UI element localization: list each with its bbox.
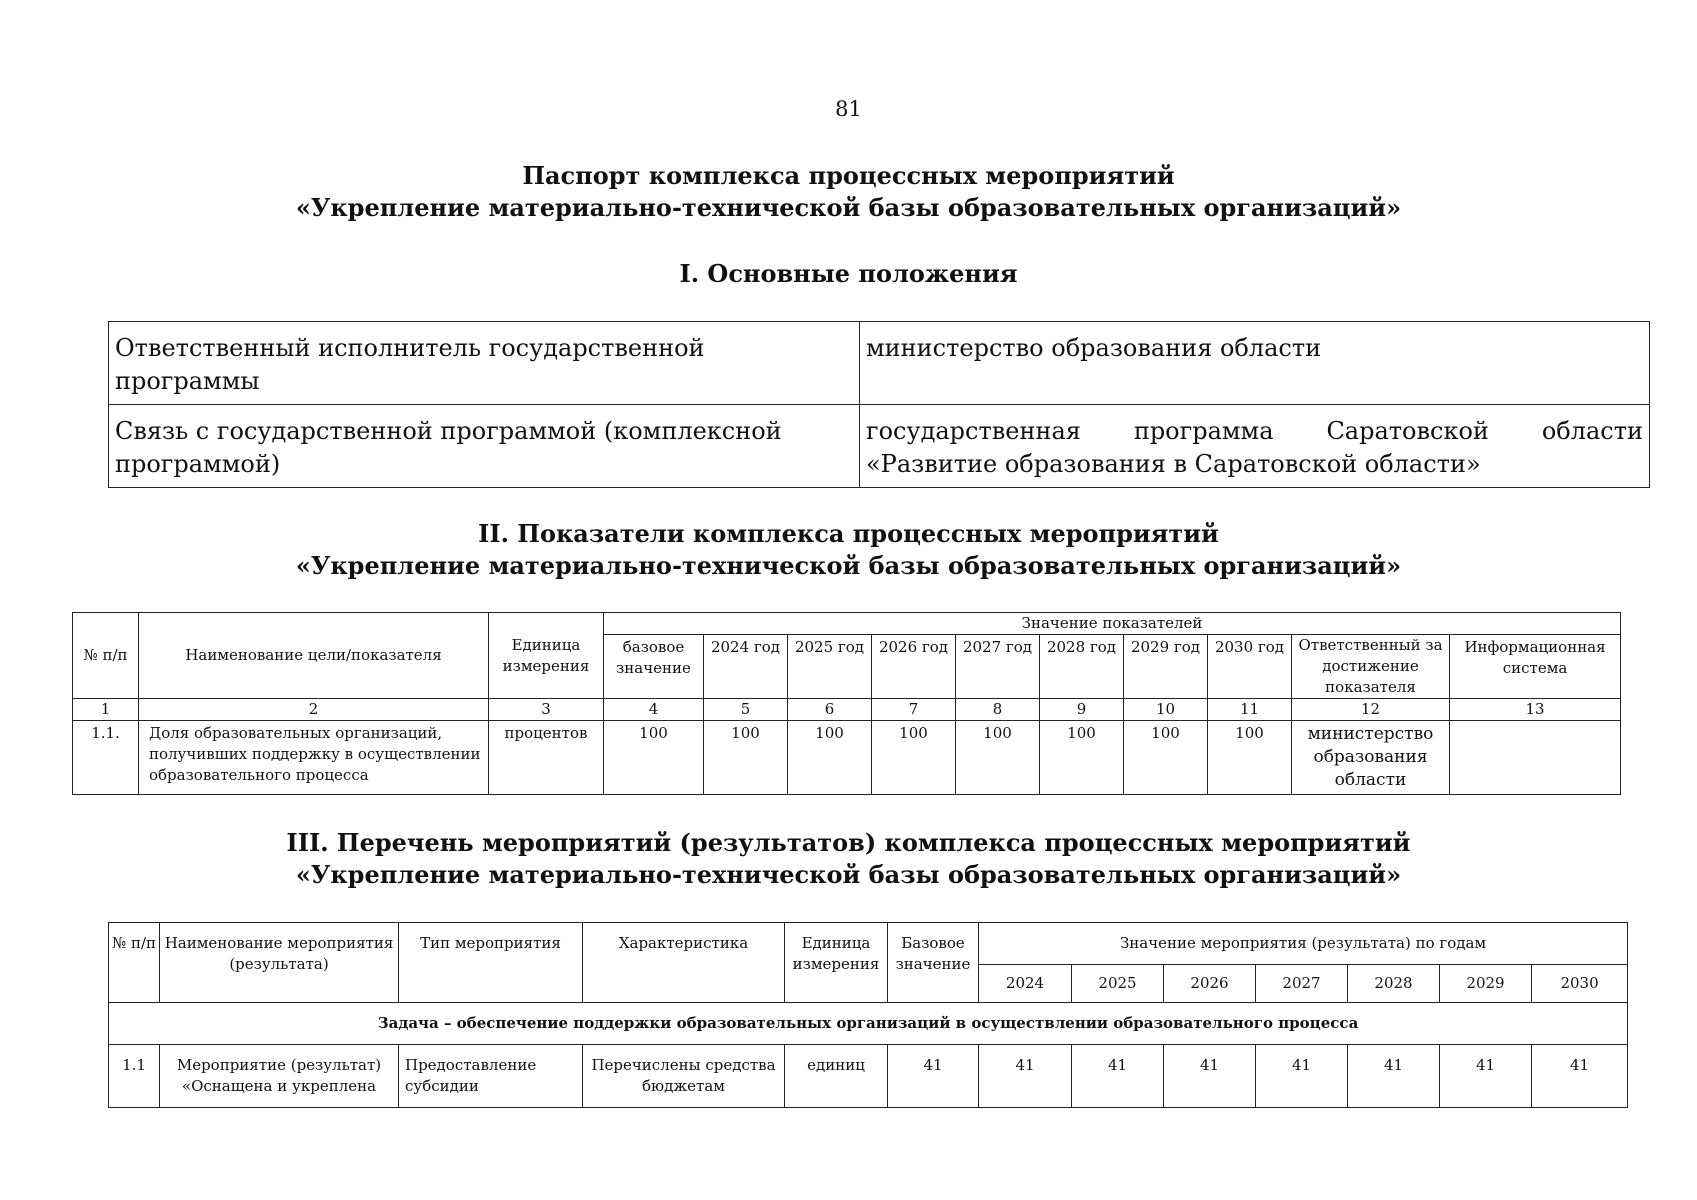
header-values-group: Значение показателей [604, 613, 1621, 635]
row-name: Мероприятие (результат) «Оснащена и укреплена [160, 1045, 399, 1108]
row-year-2028: 100 [1040, 721, 1124, 795]
row-base: 41 [888, 1045, 979, 1108]
header-year-2026: 2026 год [872, 635, 956, 699]
header-year: 2028 [1348, 965, 1440, 1003]
header-values-group: Значение мероприятия (результата) по годам [979, 923, 1628, 965]
section3-heading-line-1: III. Перечень мероприятий (результатов) комплекса процессных мероприятий [286, 828, 1411, 857]
section1-value: государственная программа Саратовской области «Развитие образования в Саратовской области» [860, 405, 1650, 488]
page-number: 81 [835, 97, 862, 121]
row-unit: процентов [489, 721, 604, 795]
row-year-value: 41 [1072, 1045, 1164, 1108]
indicators-table [72, 612, 1621, 795]
header-name: Наименование цели/показателя [139, 613, 489, 699]
header-year-2025: 2025 год [788, 635, 872, 699]
task-title: Задача – обеспечение поддержки образовательных организаций в осуществлении образовательного процесса [109, 1003, 1628, 1045]
header-year-2024: 2024 год [704, 635, 788, 699]
row-year-value: 41 [1164, 1045, 1256, 1108]
document-title-line-1: Паспорт комплекса процессных мероприятий [522, 161, 1175, 190]
row-year-value: 41 [1532, 1045, 1628, 1108]
activities-table [108, 922, 1628, 1108]
header-year: 2030 [1532, 965, 1628, 1003]
row-year-value: 41 [1348, 1045, 1440, 1108]
column-number: 11 [1208, 699, 1292, 721]
row-year-value: 41 [1440, 1045, 1532, 1108]
row-year-value: 41 [1256, 1045, 1348, 1108]
table-row [109, 322, 1650, 405]
row-year-2030: 100 [1208, 721, 1292, 795]
row-year-2027: 100 [956, 721, 1040, 795]
column-number: 1 [73, 699, 139, 721]
header-characteristic: Характеристика [583, 923, 785, 1003]
row-info-system [1450, 721, 1621, 795]
section1-table [108, 321, 1650, 488]
row-name: Доля образовательных организаций, получивших поддержку в осуществлении образовательного процесса [139, 721, 489, 795]
document-title-line-2: «Укрепление материально-технической базы образовательных организаций» [295, 193, 1402, 222]
header-num: № п/п [109, 923, 160, 1003]
header-name: Наименование мероприятия (результата) [160, 923, 399, 1003]
column-number: 12 [1292, 699, 1450, 721]
header-year: 2027 [1256, 965, 1348, 1003]
header-unit: Единица измерения [785, 923, 888, 1003]
column-number: 7 [872, 699, 956, 721]
header-year: 2024 [979, 965, 1072, 1003]
column-number: 8 [956, 699, 1040, 721]
section3-heading [0, 827, 1697, 891]
header-year-2027: 2027 год [956, 635, 1040, 699]
section3-heading-line-2: «Укрепление материально-технической базы образовательных организаций» [295, 860, 1402, 889]
header-num: № п/п [73, 613, 139, 699]
row-year-2025: 100 [788, 721, 872, 795]
table-row [109, 1045, 1628, 1108]
column-number: 9 [1040, 699, 1124, 721]
table-header-row [73, 613, 1621, 635]
row-num: 1.1. [73, 721, 139, 795]
column-number: 13 [1450, 699, 1621, 721]
column-number: 3 [489, 699, 604, 721]
row-base: 100 [604, 721, 704, 795]
column-number: 5 [704, 699, 788, 721]
row-characteristic: Перечислены средства бюджетам [583, 1045, 785, 1108]
table-row [73, 721, 1621, 795]
row-year-2024: 100 [704, 721, 788, 795]
section2-heading [0, 518, 1697, 582]
header-year: 2026 [1164, 965, 1256, 1003]
column-number: 10 [1124, 699, 1208, 721]
task-row [109, 1003, 1628, 1045]
row-num: 1.1 [109, 1045, 160, 1108]
column-number: 2 [139, 699, 489, 721]
section1-value: министерство образования области [860, 322, 1650, 405]
row-year-value: 41 [979, 1045, 1072, 1108]
header-year: 2025 [1072, 965, 1164, 1003]
row-responsible: министерство образования области [1292, 721, 1450, 795]
header-type: Тип мероприятия [399, 923, 583, 1003]
header-info-system: Информационная система [1450, 635, 1621, 699]
section1-label: Ответственный исполнитель государственной программы [109, 322, 860, 405]
section2-heading-line-2: «Укрепление материально-технической базы образовательных организаций» [295, 551, 1402, 580]
column-number: 6 [788, 699, 872, 721]
row-year-2026: 100 [872, 721, 956, 795]
document-title [0, 160, 1697, 224]
header-base: базовое значение [604, 635, 704, 699]
header-responsible: Ответственный за достижение показателя [1292, 635, 1450, 699]
header-unit: Единица измерения [489, 613, 604, 699]
table-row [109, 405, 1650, 488]
row-unit: единиц [785, 1045, 888, 1108]
section1-label: Связь с государственной программой (комплексной программой) [109, 405, 860, 488]
column-number: 4 [604, 699, 704, 721]
header-year: 2029 [1440, 965, 1532, 1003]
row-type: Предоставление субсидии [399, 1045, 583, 1108]
header-year-2030: 2030 год [1208, 635, 1292, 699]
header-year-2029: 2029 год [1124, 635, 1208, 699]
section2-heading-line-1: II. Показатели комплекса процессных мероприятий [478, 519, 1219, 548]
table-header-row [109, 923, 1628, 965]
column-numbers-row [73, 699, 1621, 721]
row-year-2029: 100 [1124, 721, 1208, 795]
header-base: Базовое значение [888, 923, 979, 1003]
header-year-2028: 2028 год [1040, 635, 1124, 699]
section1-heading: I. Основные положения [679, 259, 1018, 288]
